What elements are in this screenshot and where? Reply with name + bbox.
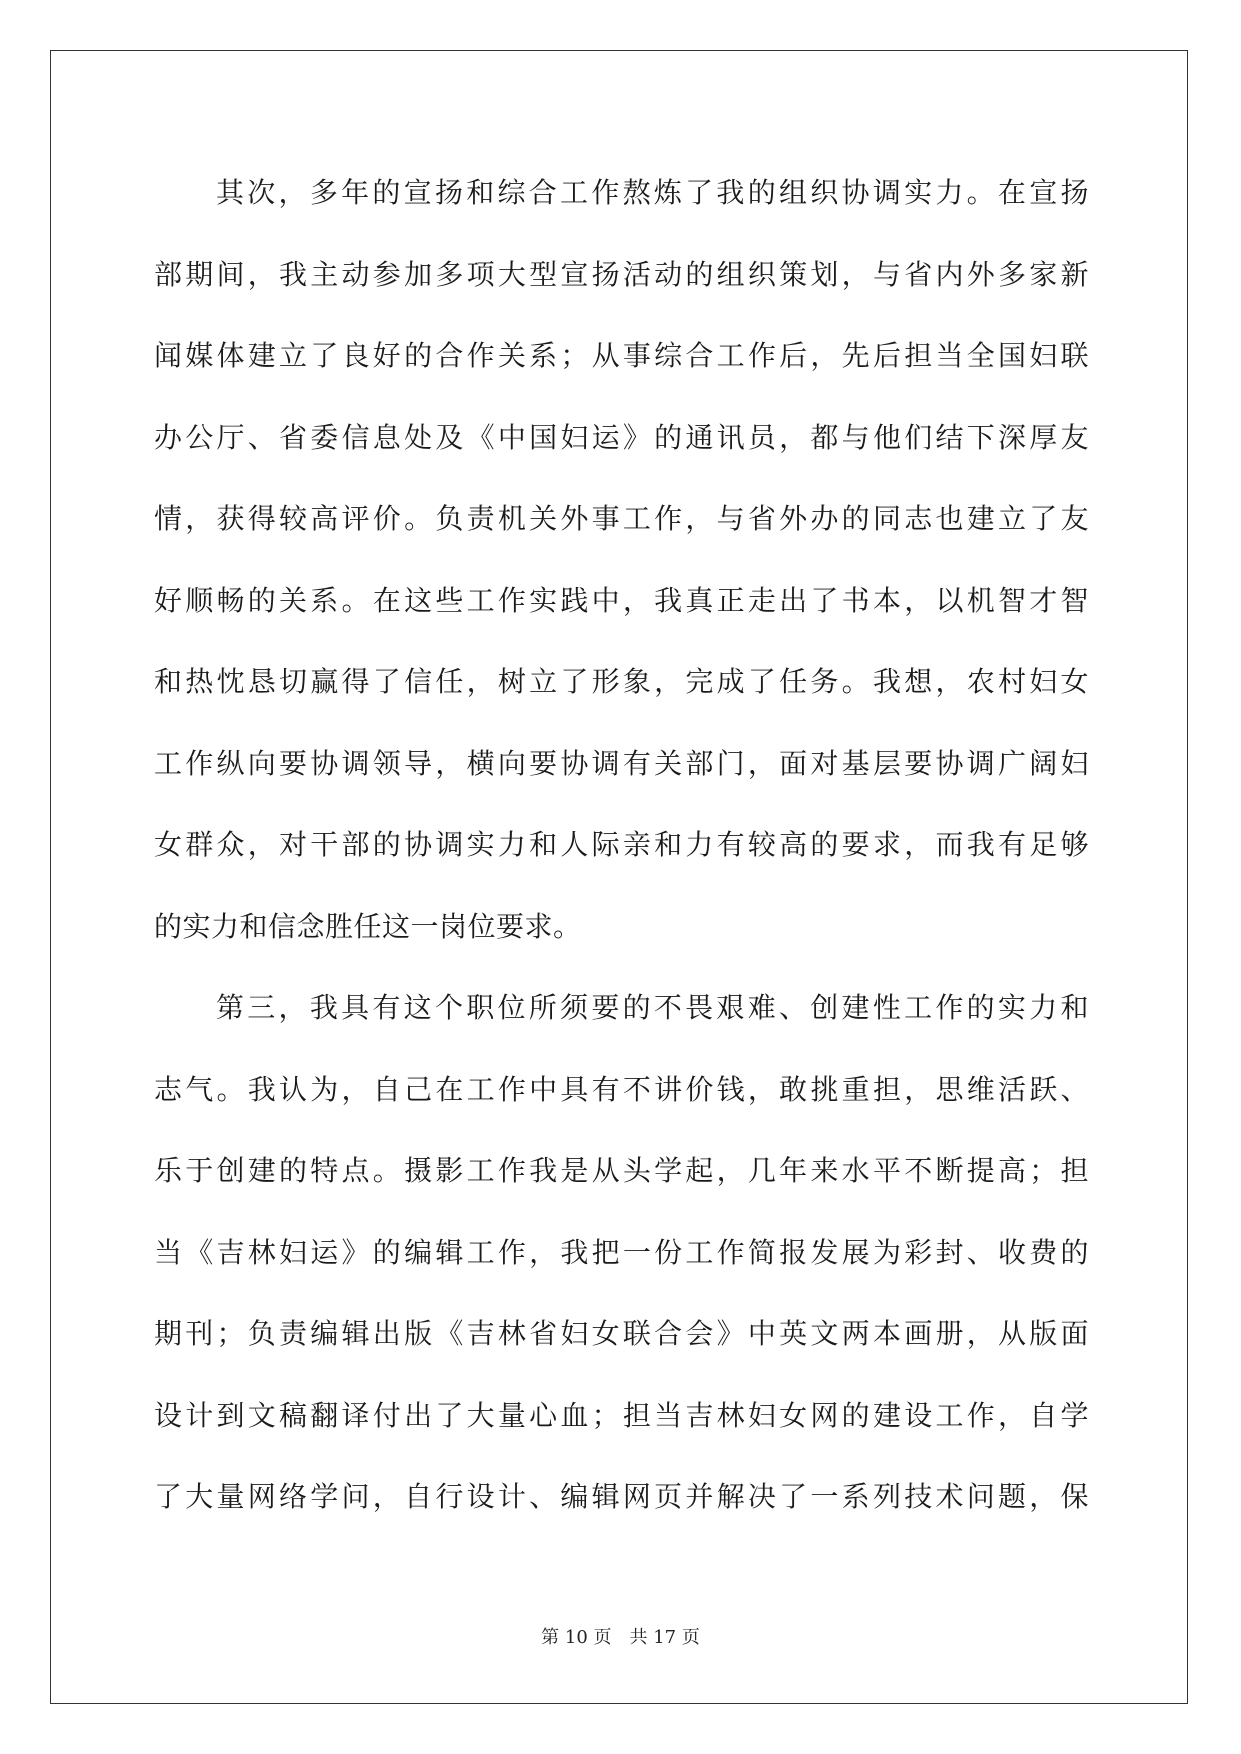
text-line: 女群众，对干部的协调实力和人际亲和力有较高的要求，而我有足够 — [154, 828, 1089, 861]
text-line: 工作纵向要协调领导，横向要协调有关部门，面对基层要协调广阔妇 — [154, 746, 1089, 780]
text-line: 当《吉林妇运》的编辑工作，我把一份工作简报发展为彩封、收费的 — [154, 1235, 1089, 1269]
text-line: 好顺畅的关系。在这些工作实践中，我真正走出了书本，以机智才智 — [154, 583, 1089, 617]
text-line: 部期间，我主动参加多项大型宣扬活动的组织策划，与省内外多家新 — [154, 257, 1089, 291]
text-line: 第三，我具有这个职位所须要的不畏艰难、创建性工作的实力和 — [216, 991, 1089, 1024]
paragraph-2 — [154, 967, 1089, 1538]
text-line: 和热忱恳切赢得了信任，树立了形象，完成了任务。我想，农村妇女 — [154, 665, 1089, 698]
text-line: 其次，多年的宣扬和综合工作熬炼了我的组织协调实力。在宣扬 — [216, 176, 1089, 209]
text-line: 志气。我认为，自己在工作中具有不讲价钱，敢挑重担，思维活跃、 — [154, 1072, 1089, 1106]
text-line: 办公厅、省委信息处及《中国妇运》的通讯员，都与他们结下深厚友 — [154, 420, 1089, 454]
text-line: 了大量网络学问，自行设计、编辑网页并解决了一系列技术问题，保 — [154, 1480, 1089, 1513]
text-line: 乐于创建的特点。摄影工作我是从头学起，几年来水平不断提高；担 — [154, 1154, 1089, 1187]
paragraph-1 — [154, 152, 1089, 967]
page-number: 第 10 页 — [541, 1627, 612, 1648]
text-line: 的实力和信念胜任这一岗位要求。 — [154, 909, 582, 943]
text-line: 设计到文稿翻译付出了大量心血；担当吉林妇女网的建设工作，自学 — [154, 1398, 1089, 1432]
text-line: 情，获得较高评价。负责机关外事工作，与省外办的同志也建立了友 — [154, 502, 1089, 535]
page-total: 共 17 页 — [629, 1627, 700, 1648]
text-line: 闻媒体建立了良好的合作关系；从事综合工作后，先后担当全国妇联 — [154, 339, 1089, 372]
document-body — [154, 152, 1089, 1538]
text-line: 期刊；负责编辑出版《吉林省妇女联合会》中英文两本画册，从版面 — [154, 1317, 1089, 1350]
page-footer — [0, 1626, 1241, 1650]
